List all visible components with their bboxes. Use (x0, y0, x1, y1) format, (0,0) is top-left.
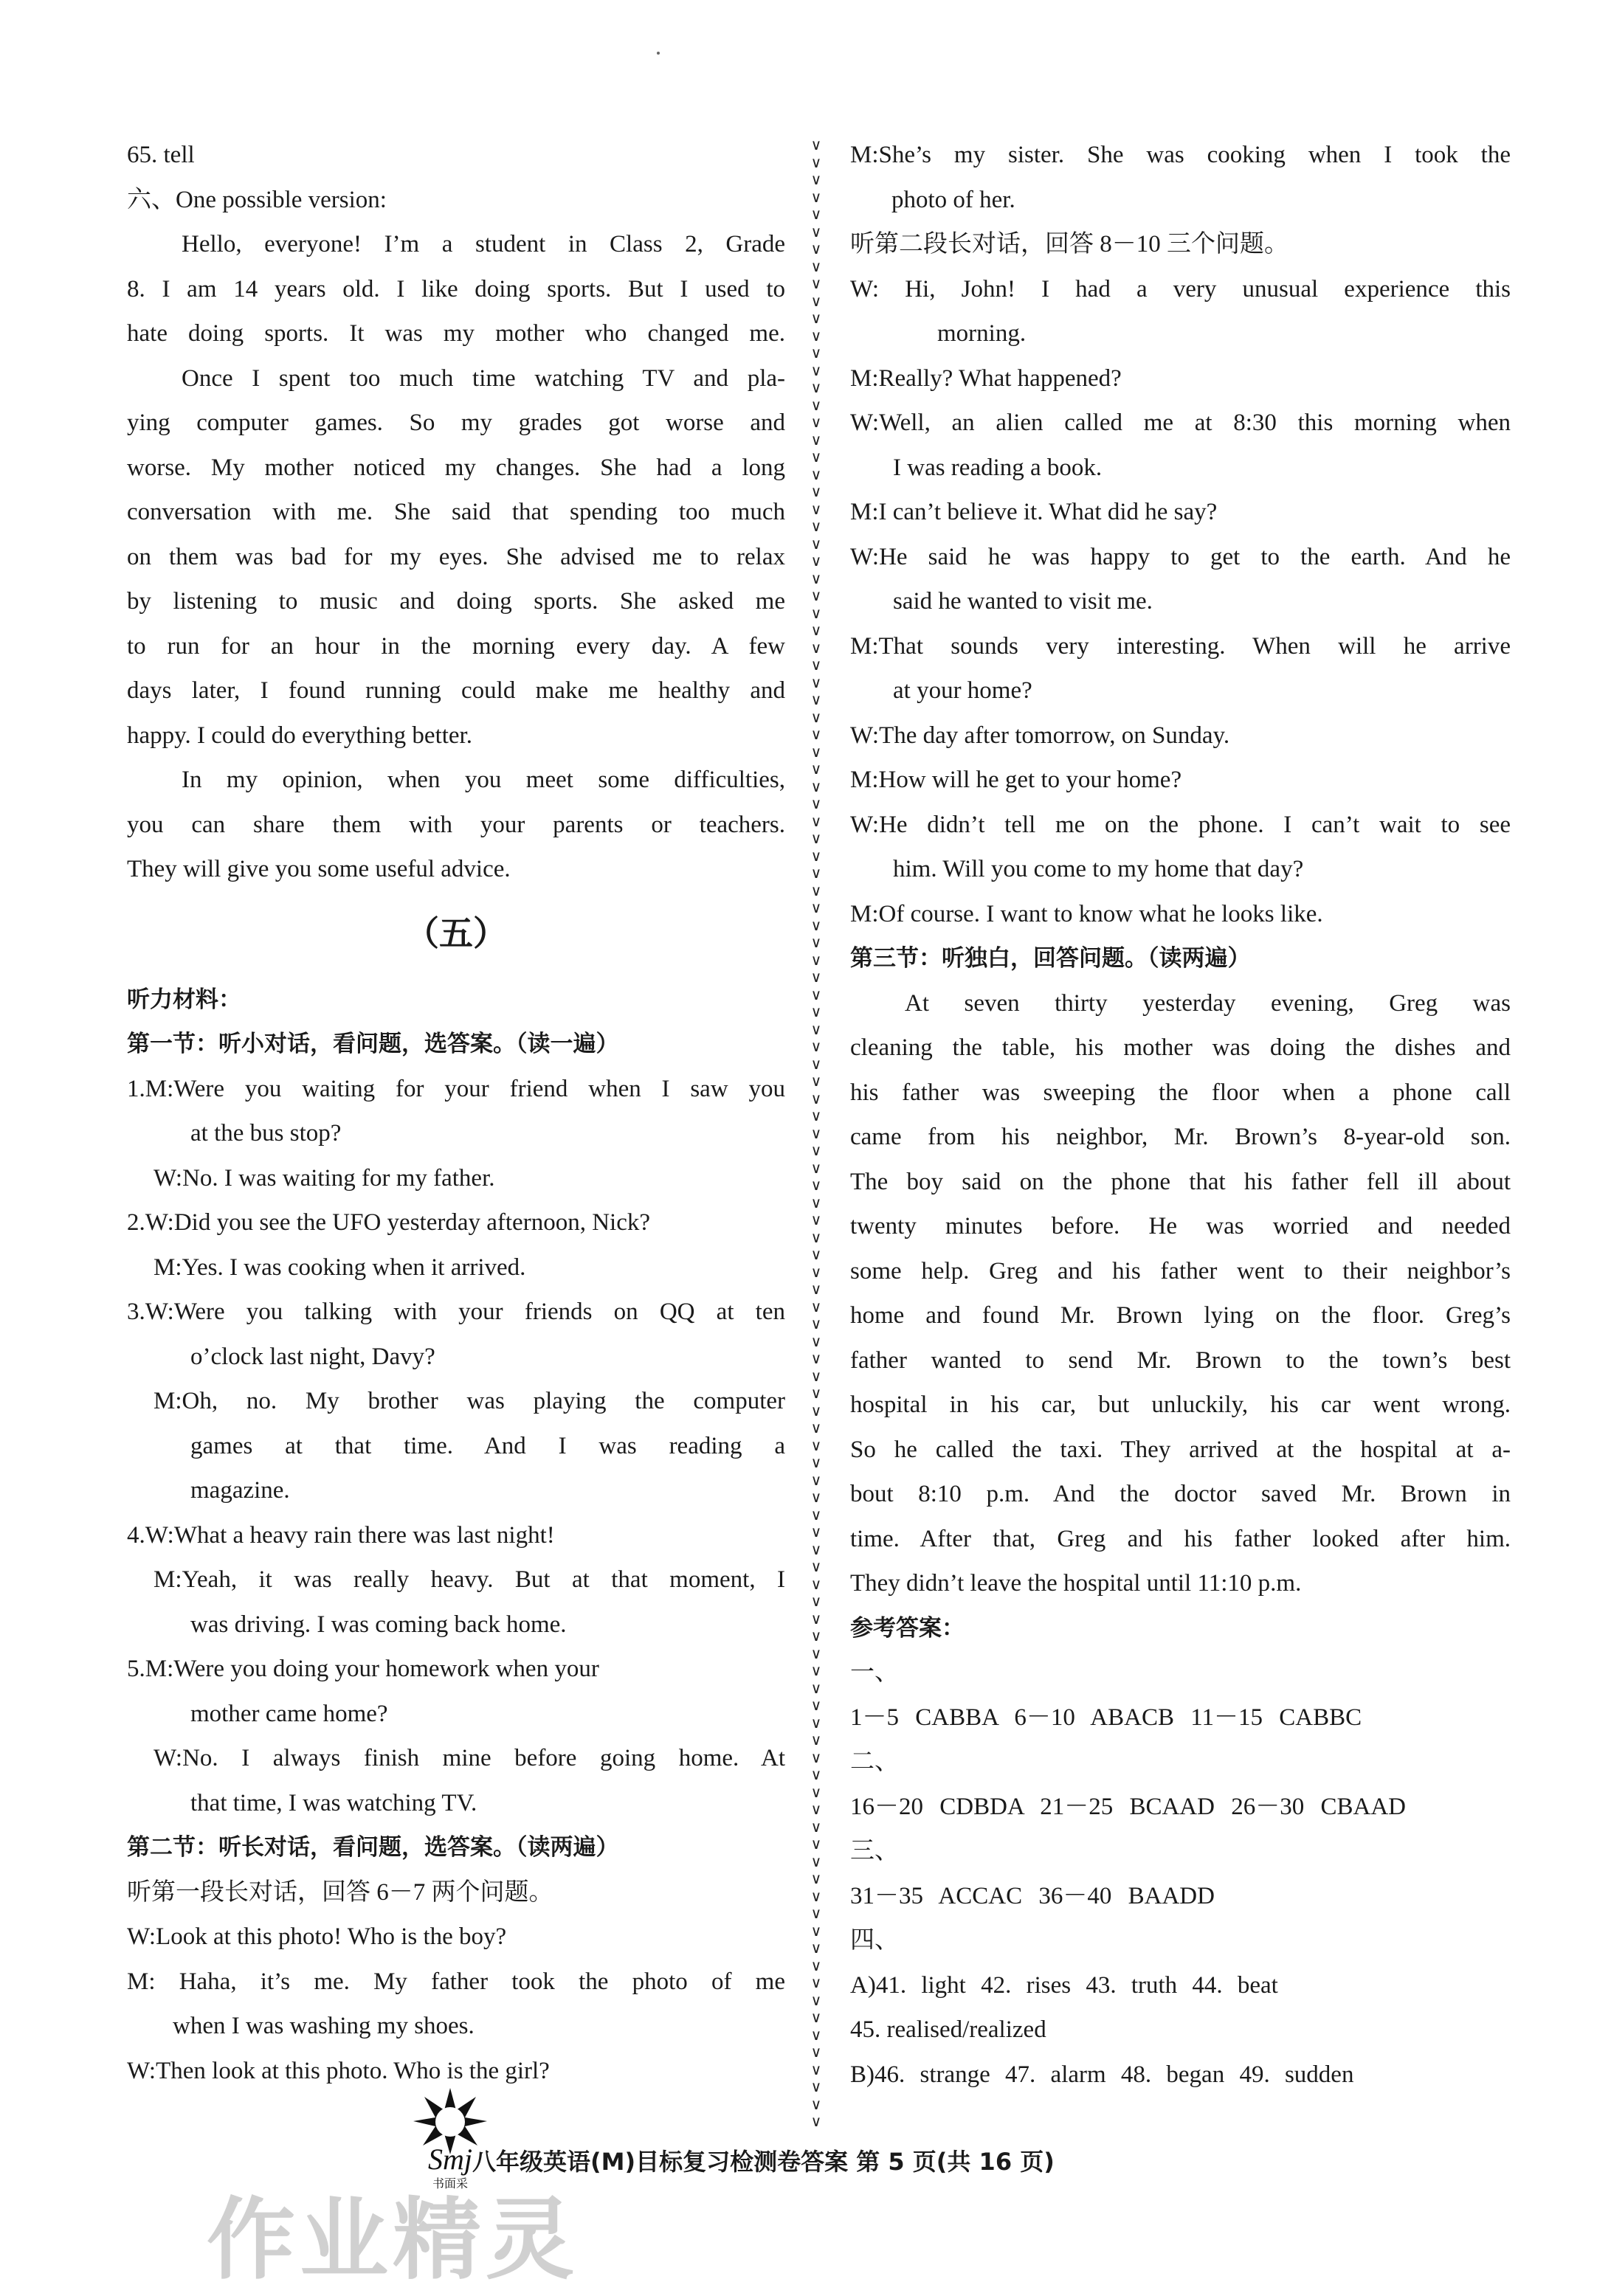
section-title: （五） (405, 913, 507, 953)
dialog-line: W:The day after tomorrow, on Sunday. (850, 722, 1230, 749)
monologue-line: The boy said on the phone that his father fell ill about (850, 1168, 1511, 1195)
logo-subtext: 书面采 (432, 2176, 469, 2190)
monologue-line: home and found Mr. Brown lying on the floor. Greg’s (850, 1302, 1511, 1329)
dialog-line: 2.W:Did you see the UFO yesterday afternoon, Nick? (127, 1209, 650, 1236)
left-column (127, 133, 785, 2093)
dialog-line: W:Then look at this photo. Who is the girl? (127, 2057, 550, 2084)
text-line: by listening to music and doing sports. She asked me (127, 588, 785, 615)
monologue-line: cleaning the table, his mother was doing the dishes and (850, 1034, 1511, 1061)
text-line: worse. My mother noticed my changes. She had a long (127, 454, 785, 481)
dialog-line: W:He didn’t tell me on the phone. I can’t wait to see (850, 811, 1511, 838)
text-line: They will give you some useful advice. (127, 856, 511, 882)
answer-line: 31－35 ACCAC 36－40 BAADD (850, 1882, 1215, 1909)
part1-heading: 第一节：听小对话，看问题，选答案。（读一遍） (127, 1031, 619, 1057)
dialog-line: at the bus stop? (190, 1120, 342, 1147)
dialog-line: morning. (937, 320, 1027, 347)
dialog-line: W:Well, an alien called me at 8:30 this morning when (850, 409, 1511, 436)
dialog-line: M:Yeah, it was really heavy. But at that moment, I (153, 1566, 785, 1593)
dialog-line: W:Look at this photo! Who is the boy? (127, 1923, 507, 1950)
dialog-line: 4.W:What a heavy rain there was last night! (127, 1521, 555, 1549)
scan-dot (657, 52, 660, 55)
text-line: on them was bad for my eyes. She advised me to relax (127, 543, 785, 570)
dialog-line: M: Haha, it’s me. My father took the photo of me (127, 1968, 785, 1995)
text-line: happy. I could do everything better. (127, 722, 472, 749)
dialog-line: mother came home? (190, 1700, 388, 1727)
answer-line: 一、 (850, 1659, 899, 1686)
text-line: 8. I am 14 years old. I like doing sports. But I used to (127, 275, 785, 302)
monologue-line: father wanted to send Mr. Brown to the town’s best (850, 1346, 1511, 1374)
dialog-line: magazine. (190, 1477, 290, 1504)
listening-heading: 听力材料： (127, 986, 241, 1013)
dialog-line: M:How will he get to your home? (850, 767, 1182, 793)
dialog-line: W:He said he was happy to get to the earth. And he (850, 543, 1511, 570)
dialog-line: 5.M:Were you doing your homework when your (127, 1656, 599, 1682)
text-line: conversation with me. She said that spending too much (127, 499, 785, 525)
text-line: Once I spent too much time watching TV and pla- (182, 364, 785, 392)
answer-line: A)41. light 42. rises 43. truth 44. beat (850, 1971, 1278, 1999)
part2-intro: 听第一段长对话，回答 6－7 两个问题。 (127, 1878, 553, 1906)
monologue-line: At seven thirty yesterday evening, Greg was (905, 989, 1511, 1017)
dialog-line: M:She’s my sister. She was cooking when I took the (850, 142, 1511, 168)
dialog-line: said he wanted to visit me. (893, 588, 1153, 615)
monologue-line: hospital in his car, but unluckily, his car went wrong. (850, 1391, 1511, 1418)
dialog2-intro: 听第二段长对话，回答 8－10 三个问题。 (850, 231, 1289, 257)
dialog-line: M:That sounds very interesting. When will he arrive (850, 632, 1511, 660)
dialog-line: that time, I was watching TV. (190, 1789, 477, 1816)
dialog-line: 3.W:Were you talking with your friends on QQ at ten (127, 1299, 785, 1325)
dialog-line: W:No. I was waiting for my father. (153, 1164, 495, 1192)
dialog-line: when I was washing my shoes. (173, 2013, 475, 2039)
dialog-line: him. Will you come to my home that day? (893, 856, 1304, 882)
text-line: to run for an hour in the morning every day. A few (127, 632, 785, 660)
dialog-line: games at that time. And I was reading a (190, 1432, 785, 1459)
dialog-line: M:Really? What happened? (850, 364, 1122, 392)
dialog-line: W: Hi, John! I had a very unusual experience this (850, 275, 1511, 302)
answer-line: 四、 (850, 1927, 899, 1954)
dialog-line: M:Oh, no. My brother was playing the computer (153, 1388, 785, 1414)
dialog-line: W:No. I always finish mine before going home. At (153, 1745, 785, 1771)
dialog-line: photo of her. (891, 186, 1015, 213)
dialog-line: M:Of course. I want to know what he looks like. (850, 900, 1323, 927)
text-line: In my opinion, when you meet some difficulties, (182, 767, 785, 793)
text-line: you can share them with your parents or teachers. (127, 811, 785, 838)
answer-line: 二、 (850, 1749, 899, 1775)
dialog-line: M:Yes. I was cooking when it arrived. (153, 1254, 526, 1281)
logo-text: Smj (428, 2143, 472, 2176)
answer-line: 1－5 CABBA 6－10 ABACB 11－15 CABBC (850, 1704, 1362, 1731)
dialog-line: at your home? (893, 677, 1032, 704)
monologue-line: So he called the taxi. They arrived at the hospital at a- (850, 1436, 1511, 1463)
monologue-line: came from his neighbor, Mr. Brown’s 8-year-old son. (850, 1124, 1511, 1150)
monologue-line: some help. Greg and his father went to their neighbor’s (850, 1257, 1511, 1284)
dialog-line: I was reading a book. (893, 454, 1103, 481)
monologue-line: bout 8:10 p.m. And the doctor saved Mr. Brown in (850, 1481, 1511, 1507)
dialog-line: M:I can’t believe it. What did he say? (850, 499, 1218, 525)
monologue-line: his father was sweeping the floor when a phone call (850, 1079, 1511, 1106)
part3-heading: 第三节：听独白，回答问题。（读两遍） (850, 945, 1251, 972)
text-line: days later, I found running could make me healthy and (127, 677, 785, 704)
text-line: ying computer games. So my grades got worse and (127, 409, 785, 436)
monologue-line: twenty minutes before. He was worried and needed (850, 1213, 1511, 1239)
dialog-line: was driving. I was coming back home. (190, 1611, 567, 1638)
right-column (850, 133, 1511, 2097)
text-line: Hello, everyone! I’m a student in Class 2, Grade (182, 231, 785, 257)
dialog-line: o’clock last night, Davy? (190, 1343, 435, 1370)
text-line: 六、One possible version: (127, 186, 387, 213)
answer-line: 16－20 CDBDA 21－25 BCAAD 26－30 CBAAD (850, 1793, 1406, 1820)
text-line: hate doing sports. It was my mother who changed me. (127, 320, 785, 347)
monologue-line: time. After that, Greg and his father looked after him. (850, 1525, 1511, 1552)
answer-line: B)46. strange 47. alarm 48. began 49. sudden (850, 2061, 1354, 2088)
page-footer: 八年级英语(M)目标复习检测卷答案 第 5 页(共 16 页) (472, 2148, 1055, 2176)
answer-line: 45. realised/realized (850, 2016, 1046, 2043)
watermark: 作业精灵 (207, 2189, 579, 2292)
answers-heading: 参考答案： (850, 1614, 965, 1642)
answer-line: 三、 (850, 1838, 899, 1864)
text-line: 65. tell (127, 142, 195, 168)
dialog-line: 1.M:Were you waiting for your friend when I saw you (127, 1075, 785, 1102)
monologue-line: They didn’t leave the hospital until 11:10 p.m. (850, 1570, 1302, 1597)
column-divider: ∨ ∨ ∨ ∨ ∨ ∨ ∨ ∨ ∨ ∨ ∨ ∨ ∨ ∨ ∨ ∨ ∨ ∨ ∨ ∨ ∨ ∨ ∨ ∨ ∨ ∨ ∨ ∨ ∨ ∨ ∨ ∨ ∨ ∨ ∨ ∨ ∨ ∨ ∨ ∨ ∨ ∨ ∨ ∨ ∨ ∨ ∨ ∨ ∨ ∨ ∨ ∨ ∨ ∨ ∨ ∨ ∨ ∨ ∨ ∨ ∨ ∨ ∨ ∨ ∨ ∨ ∨ ∨ ∨ ∨ ∨ ∨ ∨ ∨ ∨ ∨ ∨ ∨ ∨ ∨ ∨ ∨ ∨ ∨ ∨ ∨ ∨ ∨ ∨ ∨ ∨ ∨ ∨ ∨ ∨ ∨ ∨ ∨ ∨ ∨ ∨ ∨ ∨ ∨ ∨ ∨ ∨ ∨ ∨ ∨ ∨ ∨ ∨ ∨ ∨ (810, 136, 822, 2130)
part2-heading: 第二节：听长对话，看问题，选答案。（读两遍） (127, 1834, 619, 1861)
